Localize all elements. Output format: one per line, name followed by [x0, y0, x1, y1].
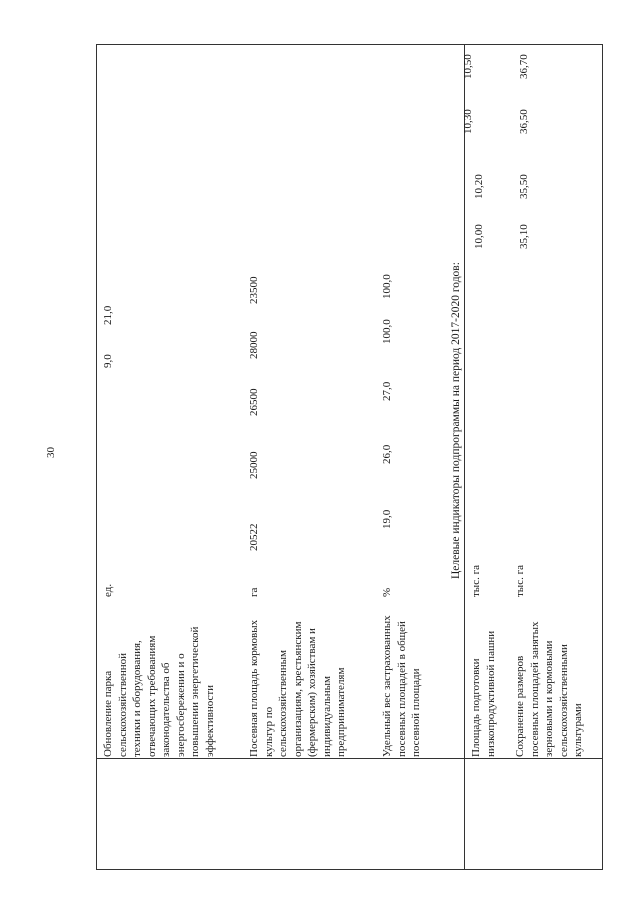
- row-label: Площадь подготовки низкопродуктивной пашни: [470, 630, 497, 757]
- table-frame: [96, 44, 603, 870]
- value-cell: 100,0: [381, 274, 393, 299]
- value-cell: 10,00: [473, 224, 485, 249]
- row-unit: %: [381, 587, 393, 597]
- row-unit: га: [248, 587, 260, 597]
- row-label: Посевная площадь кормовых культур по сельскохозяйственным организациям, крестьянским (фермерским) хозяйствам и индивидуальным предпринимателям: [248, 619, 347, 757]
- value-cell: 19,0: [381, 509, 393, 529]
- value-cell: 10,50: [462, 54, 474, 79]
- value-cell: 36,70: [518, 54, 530, 79]
- section-divider: [464, 45, 465, 869]
- value-cell: 25000: [248, 451, 260, 479]
- value-cell: 26,0: [381, 444, 393, 464]
- value-cell: 35,10: [518, 224, 530, 249]
- row-label: Обновление парка сельскохозяйственной техники и оборудования, отвечающих требованиям законодательства об энергосбережении и о повышении энергетической эффективности: [102, 626, 216, 757]
- value-cell: 23500: [248, 276, 260, 304]
- row-unit: ед.: [102, 583, 114, 597]
- row-unit: тыс. га: [470, 565, 482, 597]
- page-number: 30: [45, 447, 57, 458]
- value-cell: 20522: [248, 523, 260, 551]
- rotated-table: [97, 45, 602, 869]
- value-cell: 35,50: [518, 174, 530, 199]
- value-cell: 27,0: [381, 381, 393, 401]
- value-cell: 26500: [248, 388, 260, 416]
- left-column-divider: [97, 758, 602, 759]
- value-cell: 28000: [248, 331, 260, 359]
- row-label: Удельный вес застрахованных посевных площадей в общей посевной площади: [381, 615, 422, 757]
- row-unit: тыс. га: [514, 565, 526, 597]
- value-cell: 21,0: [102, 305, 114, 325]
- value-cell: 10,30: [462, 109, 474, 134]
- value-cell: 9,0: [102, 354, 114, 368]
- value-cell: 10,20: [473, 174, 485, 199]
- value-cell: 36,50: [518, 109, 530, 134]
- section-title: Целевые индикаторы подпрограммы на период 2017-2020 годов:: [450, 262, 462, 579]
- row-label: Сохранение размеров посевных площадей занятых зерновыми и кормовыми сельскохозяйственными культурами: [514, 621, 584, 757]
- value-cell: 100,0: [381, 319, 393, 344]
